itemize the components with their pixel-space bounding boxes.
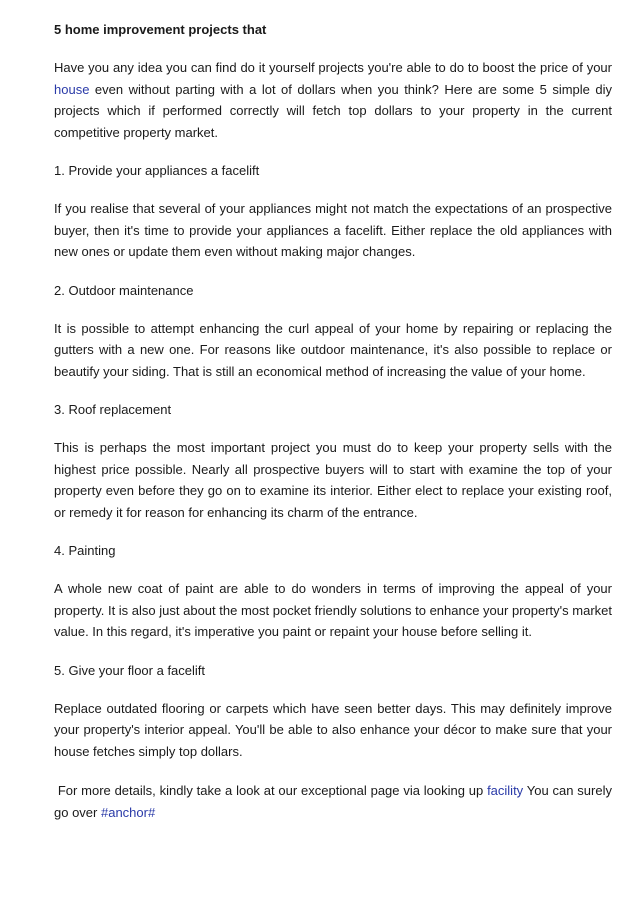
intro-text-end: even without parting with a lot of dollars when you think? Here are some 5 simple diy projects which if performed correctly will fetch top dollars to your property in the current competitive property market. [54, 81, 612, 140]
facility-link[interactable]: facility [487, 783, 524, 798]
section-heading-outdoor: 2. Outdoor maintenance [54, 282, 194, 298]
section-heading-floor: 5. Give your floor a facelift [54, 662, 206, 678]
section-body-floor: Replace outdated flooring or carpets which have seen better days. This may definitely improve your property's interior appeal. You'll be able to also enhance your décor to make sure that your house fetches simply top dollars. [54, 700, 612, 759]
section-heading-painting: 4. Painting [54, 543, 116, 558]
house-link[interactable]: house [54, 81, 90, 97]
intro-text-start: Have you any idea you can find do it yourself projects you're able to do to boost the price of your [54, 60, 612, 75]
section-heading-appliances: 1. Provide your appliances a facelift [54, 163, 260, 178]
intro-paragraph [54, 57, 612, 143]
closing-paragraph [54, 780, 616, 823]
document-page [54, 20, 616, 841]
section-body-appliances: If you realise that several of your appliances might not match the expectations of an prospective buyer, then it's time to provide your appliances a facelift. Either replace the old appliances with new ones or update them even without making major changes. [54, 201, 612, 259]
section-body-outdoor: It is possible to attempt enhancing the curl appeal of your home by repairing or replacing the gutters with a new one. For reasons like outdoor maintenance, it's also possible to replace or beautify your siding. That is still an economical method of increasing the value of your home. [54, 320, 612, 379]
closing-text-middle: You can surely go over [54, 783, 616, 820]
section-body-roof: This is perhaps the most important project you must do to keep your property sells with the highest price possible. Nearly all prospective buyers will to start with examine the top of your property even before they go on to examine its interior. Either elect to replace your existing roof, or remedy it for reason for enhancing its charm of the entrance. [54, 440, 612, 520]
document-title: 5 home improvement projects that [54, 22, 267, 37]
section-heading-roof: 3. Roof replacement [54, 402, 172, 417]
anchor-link[interactable]: #anchor# [100, 804, 156, 820]
section-body-painting: A whole new coat of paint are able to do wonders in terms of improving the appeal of your property. It is also just about the most pocket friendly solutions to enhance your property's market value. In this regard, it's imperative you paint or repaint your house before selling it. [54, 581, 612, 639]
closing-text-start: For more details, kindly take a look at our exceptional page via looking up [54, 783, 488, 798]
